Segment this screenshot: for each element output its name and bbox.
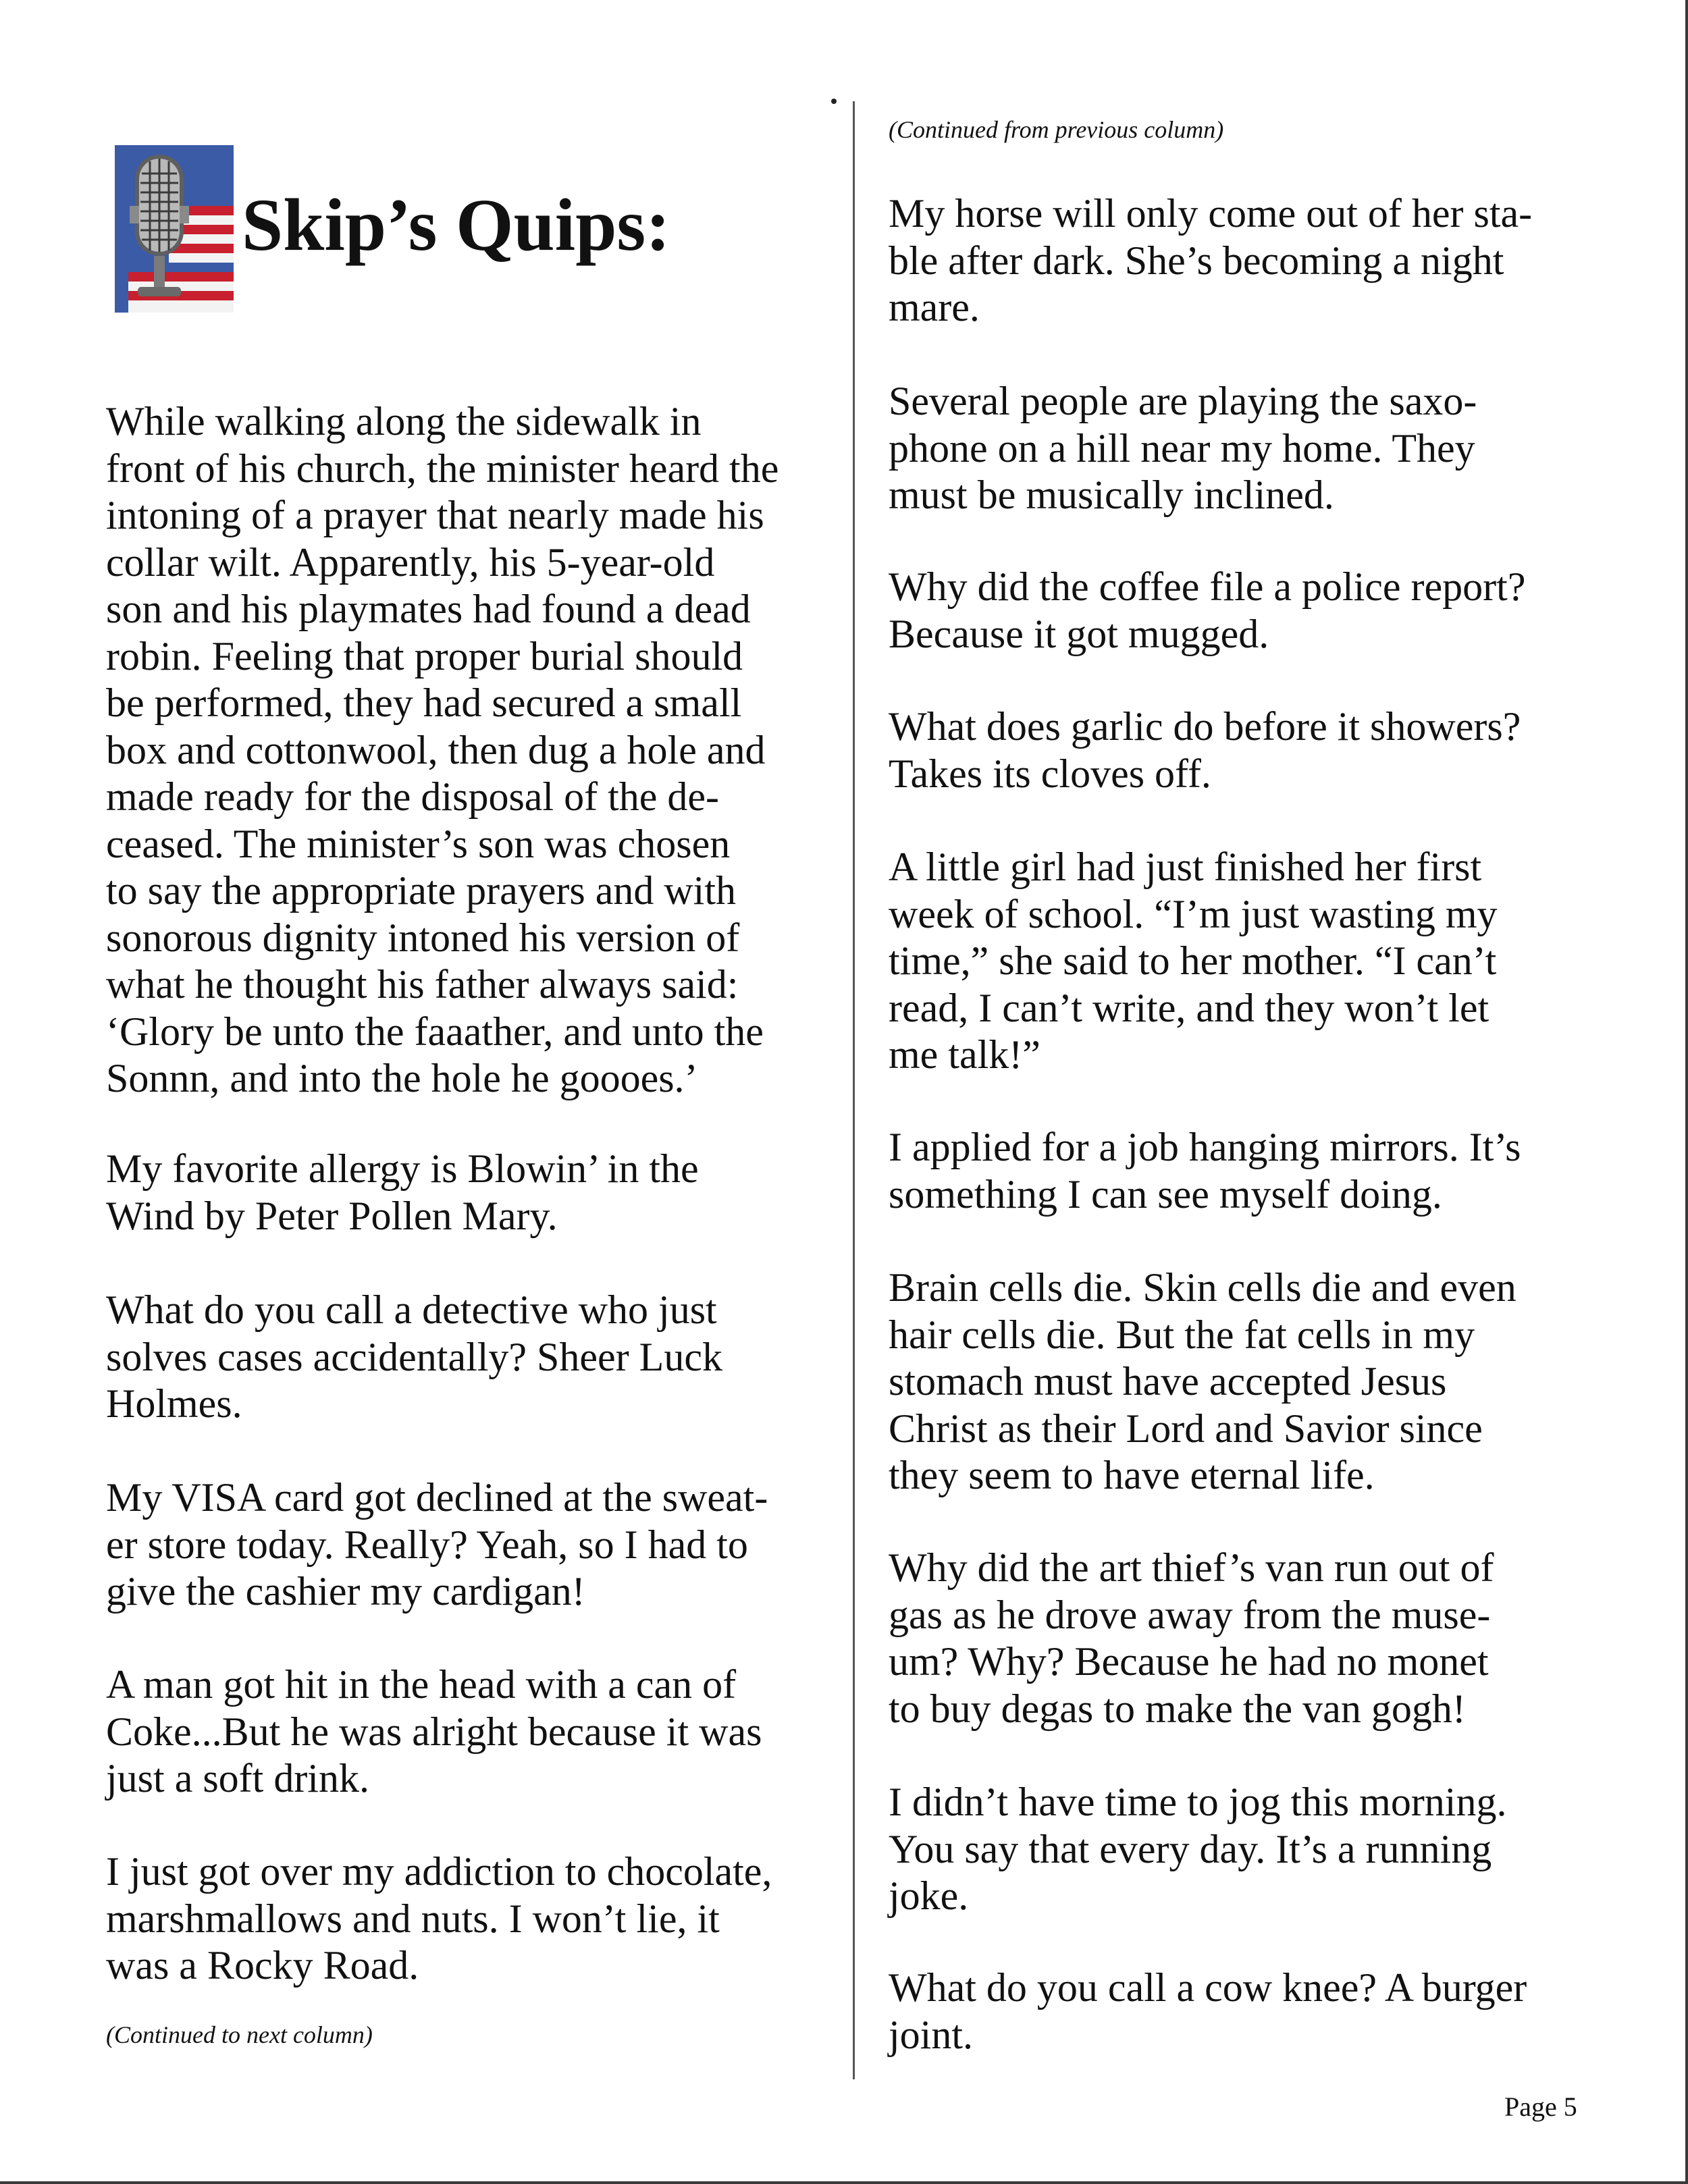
text-line: Why did the art thief’s van run out of [889, 1545, 1494, 1590]
text-line: What does garlic do before it showers? [889, 704, 1521, 749]
text-line: what he thought his father always said: [106, 962, 739, 1007]
text-line: Coke...But he was alright because it was [106, 1709, 762, 1754]
quip-paragraph [889, 1264, 1604, 1499]
text-line: solves cases accidentally? Sheer Luck [106, 1334, 722, 1379]
text-line: Because it got mugged. [889, 611, 1269, 656]
text-line: You say that every day. It’s a running [889, 1826, 1492, 1871]
text-line: Wind by Peter Pollen Mary. [106, 1193, 558, 1238]
continued-to-note: (Continued to next column) [106, 2021, 373, 2048]
text-line: Sonnn, and into the hole he goooes.’ [106, 1056, 698, 1100]
stray-dot [831, 99, 837, 104]
text-line: um? Why? Because he had no monet [889, 1639, 1489, 1684]
text-line: joke. [889, 1873, 969, 1918]
text-line: I didn’t have time to jog this morning. [889, 1780, 1507, 1824]
text-line: Takes its cloves off. [889, 751, 1211, 796]
text-line: must be musically inclined. [889, 473, 1334, 517]
page-number: Page 5 [1504, 2092, 1577, 2122]
text-line: Christ as their Lord and Savior since [889, 1406, 1483, 1451]
text-line: box and cottonwool, then dug a hole and [106, 727, 766, 772]
quip-paragraph [889, 703, 1604, 797]
quip-paragraph [889, 1779, 1604, 1920]
page-title: Skip’s Quips: [242, 184, 670, 266]
text-line: phone on a hill near my home. They [889, 425, 1475, 471]
text-line: mare. [889, 285, 980, 329]
text-line: What do you call a detective who just [106, 1287, 717, 1332]
quip-paragraph [106, 1287, 847, 1428]
text-line: something I can see myself doing. [889, 1171, 1442, 1217]
quip-paragraph [889, 844, 1604, 1079]
text-line: front of his church, the minister heard the [106, 446, 779, 491]
quip-paragraph [106, 1661, 847, 1803]
quip-paragraph [106, 398, 847, 1102]
text-line: While walking along the sidewalk in [106, 399, 702, 444]
text-line: My horse will only come out of her sta- [889, 191, 1533, 236]
text-line: son and his playmates had found a dead [106, 587, 751, 631]
text-line: me talk!” [889, 1032, 1040, 1077]
text-line: A man got hit in the head with a can of [106, 1662, 737, 1707]
text-line: to say the appropriate prayers and with [106, 868, 737, 913]
text-line: My VISA card got declined at the sweat- [106, 1475, 768, 1520]
text-line: week of school. “I’m just wasting my [889, 891, 1498, 936]
quip-paragraph [889, 1124, 1604, 1218]
text-line: time,” she said to her mother. “I can’t [889, 938, 1497, 983]
microphone-flag-logo [115, 145, 234, 313]
text-line: Several people are playing the saxo- [889, 379, 1477, 423]
text-line: to buy degas to make the van gogh! [889, 1686, 1466, 1731]
text-line: ‘Glory be unto the faaather, and unto the [106, 1009, 764, 1054]
text-line: I applied for a job hanging mirrors. It’s [889, 1125, 1521, 1169]
quip-paragraph [889, 1965, 1604, 2058]
text-line: just a soft drink. [106, 1756, 369, 1801]
text-line: give the cashier my cardigan! [106, 1569, 585, 1614]
text-line: collar wilt. Apparently, his 5-year-old [106, 539, 715, 585]
text-line: ceased. The minister’s son was chosen [106, 821, 731, 866]
column-divider [853, 101, 855, 2079]
text-line: Why did the coffee file a police report? [889, 564, 1526, 609]
text-line: joint. [889, 2012, 974, 2057]
text-line: they seem to have eternal life. [889, 1453, 1375, 1497]
text-line: I just got over my addiction to chocolate, [106, 1849, 772, 1894]
quip-paragraph [106, 1848, 847, 1990]
text-line: be performed, they had secured a small [106, 681, 742, 725]
quip-paragraph [106, 1474, 847, 1616]
text-line: was a Rocky Road. [106, 1943, 419, 1988]
text-line: gas as he drove away from the muse- [889, 1592, 1491, 1637]
text-line: marshmallows and nuts. I won’t lie, it [106, 1896, 720, 1941]
text-line: stomach must have accepted Jesus [889, 1359, 1447, 1404]
quip-paragraph [889, 1545, 1604, 1732]
text-line: intoning of a prayer that nearly made his [106, 493, 764, 537]
text-line: robin. Feeling that proper burial should [106, 633, 743, 678]
text-line: read, I can’t write, and they won’t let [889, 985, 1489, 1030]
page-border-bottom [0, 2181, 1688, 2184]
text-line: A little girl had just finished her first [889, 845, 1482, 889]
text-line: Holmes. [106, 1381, 242, 1426]
quip-paragraph [106, 1146, 847, 1240]
continued-from-note: (Continued from previous column) [889, 116, 1224, 143]
text-line: What do you call a cow knee? A burger [889, 1965, 1527, 2010]
text-line: Brain cells die. Skin cells die and even [889, 1265, 1516, 1310]
quip-paragraph [889, 190, 1604, 331]
page-border-right [1685, 0, 1688, 2184]
text-line: hair cells die. But the fat cells in my [889, 1312, 1475, 1357]
text-line: sonorous dignity intoned his version of [106, 915, 740, 960]
text-line: made ready for the disposal of the de- [106, 774, 719, 819]
text-line: ble after dark. She’s becoming a night [889, 238, 1504, 283]
quip-paragraph [889, 564, 1604, 658]
text-line: My favorite allergy is Blowin’ in the [106, 1146, 699, 1191]
quip-paragraph [889, 378, 1604, 519]
text-line: er store today. Really? Yeah, so I had to [106, 1522, 748, 1567]
